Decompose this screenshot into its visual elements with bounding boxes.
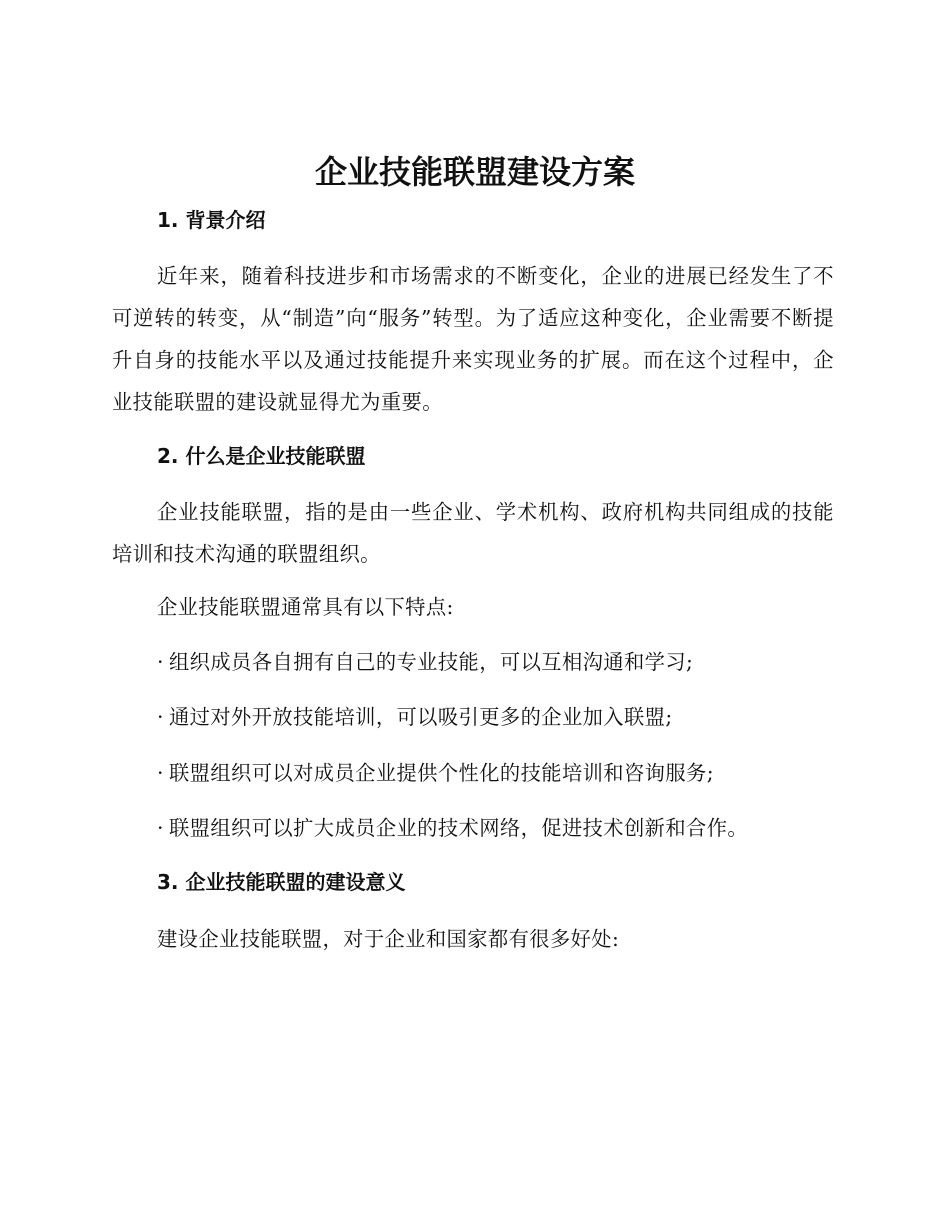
list-item [157, 648, 857, 676]
features-intro: 企业技能联盟通常具有以下特点: [157, 595, 454, 619]
section-paragraph-definition: 企业技能联盟，指的是由一些企业、学术机构、政府机构共同组成的技能培训和技术沟通的联盟组织。 [112, 500, 834, 566]
significance-intro: 建设企业技能联盟，对于企业和国家都有很多好处: [157, 927, 620, 951]
list-item-text: 联盟组织可以扩大成员企业的技术网络，促进技术创新和合作。 [169, 816, 749, 840]
list-item [157, 703, 857, 731]
bullet-dot: · [157, 816, 164, 840]
section-paragraph-background: 近年来，随着科技进步和市场需求的不断变化，企业的进展已经发生了不可逆转的转变，从“制造”向“服务”转型。为了适应这种变化，企业需要不断提升自身的技能水平以及通过技能提升来实现业务的扩展。而在这个过程中，企业技能联盟的建设就显得尤为重要。 [112, 264, 834, 414]
bullet-dot: · [157, 705, 164, 729]
section-heading-definition: 2. 什么是企业技能联盟 [157, 444, 366, 468]
list-item-text: 联盟组织可以对成员企业提供个性化的技能培训和咨询服务; [169, 761, 714, 785]
list-item-text: 组织成员各自拥有自己的专业技能，可以互相沟通和学习; [169, 650, 694, 674]
bullet-dot: · [157, 650, 164, 674]
section-heading-significance: 3. 企业技能联盟的建设意义 [157, 870, 406, 894]
list-item [157, 814, 857, 842]
bullet-dot: · [157, 761, 164, 785]
section-heading-background: 1. 背景介绍 [157, 208, 266, 232]
document-title: 企业技能联盟建设方案 [314, 153, 635, 191]
list-item [157, 759, 857, 787]
list-item-text: 通过对外开放技能培训，可以吸引更多的企业加入联盟; [169, 705, 673, 729]
